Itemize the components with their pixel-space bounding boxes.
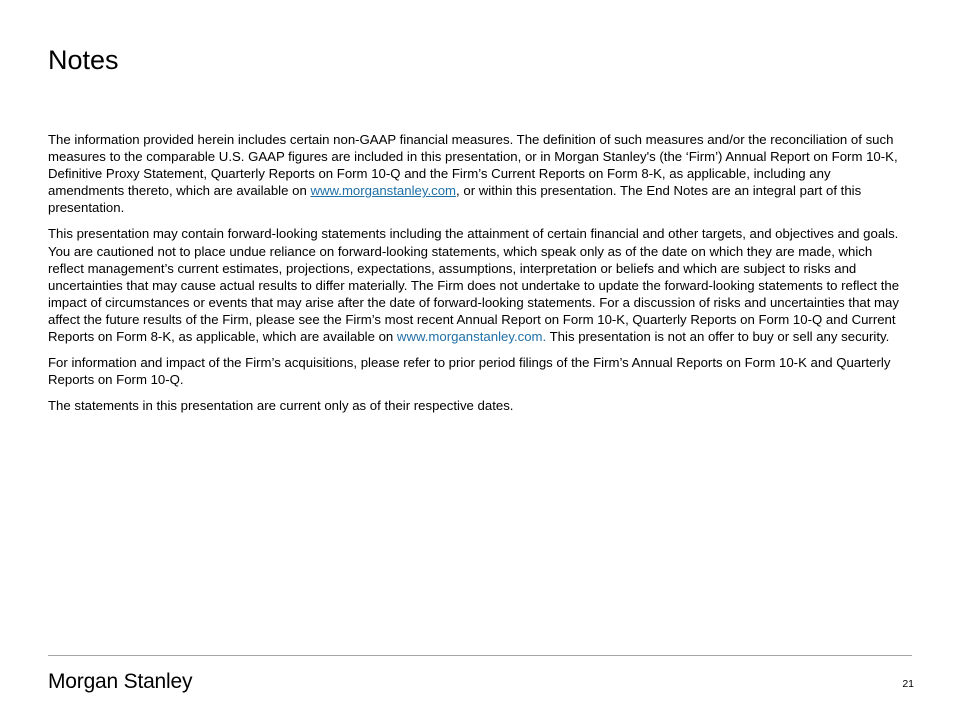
paragraph-forward-looking — [48, 225, 910, 345]
paragraph-forward-looking-text-after: This presentation is not an offer to buy or sell any security. — [546, 329, 890, 345]
paragraph-acquisitions: For information and impact of the Firm’s acquisitions, please refer to prior period filings of the Firm’s Annual Reports on Form 10-K and Quarterly Reports on Form 10-Q. — [48, 355, 891, 388]
page-title: Notes — [48, 45, 119, 75]
paragraph-non-gaap-text-before: The information provided herein includes certain non-GAAP financial measures. The definition of such measures and/or the reconciliation of such measures to the comparable U.S. GAAP figures are included in this presentation, or in Morgan Stanley's (the ‘Firm’) Annual Report on Form 10-K, Definitive Proxy Statement, Quarterly Reports on Form 10-Q and the Firm’s Current Reports on Form 8-K, as applicable, including any amendments thereto, which are available on — [48, 132, 898, 199]
morganstanley-link-2[interactable]: www.morganstanley.com. — [396, 329, 547, 345]
footer-divider — [48, 655, 912, 656]
notes-body — [48, 131, 910, 423]
morgan-stanley-logo: Morgan Stanley — [48, 670, 193, 693]
paragraph-non-gaap — [48, 131, 910, 216]
paragraph-non-gaap-text-after: , or within this presentation. The End Notes are an integral part of this presentation. — [48, 183, 862, 216]
paragraph-statements-current: The statements in this presentation are current only as of their respective dates. — [48, 398, 514, 414]
page-number: 21 — [902, 678, 914, 690]
morganstanley-link[interactable]: www.morganstanley.com — [310, 183, 457, 199]
paragraph-forward-looking-text-before: This presentation may contain forward-looking statements including the attainment of certain financial and other targets, and objectives and goals. You are cautioned not to place undue reliance on forward-looking statements, which speak only as of the date on which they are made, which reflect management’s current estimates, projections, expectations, assumptions, interpretation or beliefs and which are subject to risks and uncertainties that may cause actual results to differ materially. The Firm does not undertake to update the forward-looking statements to reflect the impact of circumstances or events that may arise after the date of forward-looking statements. For a discussion of risks and uncertainties that may affect the future results of the Firm, please see the Firm’s most recent Annual Report on Form 10-K, Quarterly Reports on Form 10-Q and Current Reports on Form 8-K, as applicable, which are available on — [48, 226, 900, 345]
